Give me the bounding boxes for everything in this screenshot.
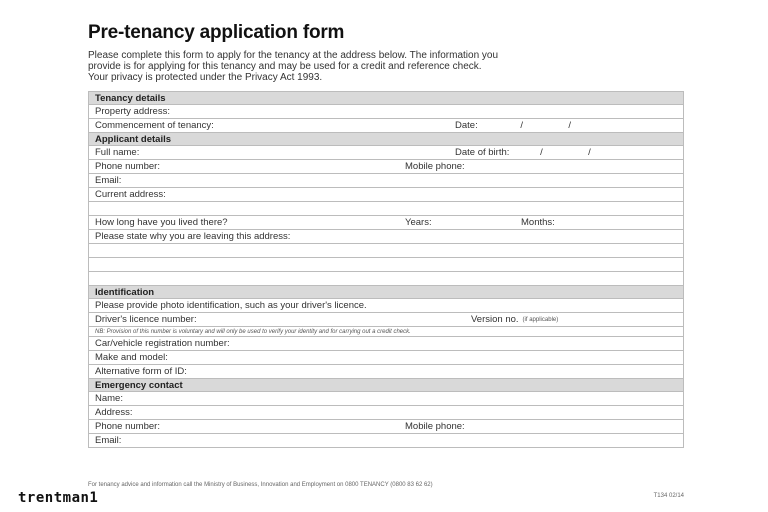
version-label: Version no. <box>471 314 519 325</box>
section-title: Applicant details <box>89 133 684 146</box>
if-applicable-label: (if applicable) <box>522 316 559 323</box>
id-instruction: Please provide photo identification, such as your driver's licence. <box>89 299 684 313</box>
intro-text <box>88 50 684 83</box>
current-address-row[interactable] <box>89 188 684 202</box>
registration-field[interactable]: Car/vehicle registration number: <box>89 337 684 351</box>
section-title: Identification <box>89 286 684 299</box>
emergency-phone-label: Phone number: <box>95 421 160 432</box>
watermark: trentman1 <box>18 490 99 506</box>
emergency-phone-row[interactable] <box>89 420 684 434</box>
mobile-label: Mobile phone: <box>405 161 465 172</box>
page-title: Pre-tenancy application form <box>88 22 345 43</box>
section-header-emergency <box>89 379 684 392</box>
full-name-label: Full name: <box>95 147 140 158</box>
emergency-email-field[interactable]: Email: <box>89 434 684 448</box>
emergency-mobile-label: Mobile phone: <box>405 421 465 432</box>
current-address-field[interactable]: Current address: <box>89 188 684 202</box>
licence-note: NB: Provision of this number is voluntary and will only be used to verify your identity and for carrying out a credit check. <box>89 327 684 337</box>
registration-row[interactable] <box>89 337 684 351</box>
licence-row[interactable] <box>89 313 684 327</box>
emergency-email-row[interactable] <box>89 434 684 448</box>
form-code: T134 02/14 <box>653 493 684 499</box>
commencement-label: Commencement of tenancy: <box>95 120 214 131</box>
emergency-address-field[interactable]: Address: <box>89 406 684 420</box>
footer-text: For tenancy advice and information call the Ministry of Business, Innovation and Employment on 0800 TENANCY (0800 83 62 62) <box>88 482 433 488</box>
blank-row[interactable] <box>89 202 684 216</box>
licence-label: Driver's licence number: <box>95 314 197 325</box>
commencement-date-label: Date: <box>455 120 478 131</box>
emergency-name-row[interactable] <box>89 392 684 406</box>
alternative-id-row[interactable] <box>89 365 684 379</box>
section-title: Tenancy details <box>89 92 684 105</box>
phone-label: Phone number: <box>95 161 160 172</box>
blank-row[interactable] <box>89 244 684 258</box>
months-label: Months: <box>521 217 555 228</box>
date-slash: / <box>568 120 572 131</box>
intro-line: Please complete this form to apply for the tenancy at the address below. The information you <box>88 50 499 61</box>
page-footer <box>88 482 684 499</box>
property-address-field[interactable]: Property address: <box>89 105 684 119</box>
application-table <box>88 91 684 448</box>
dob-label: Date of birth: <box>455 147 510 158</box>
date-slash: / <box>588 147 591 158</box>
blank-row[interactable] <box>89 272 684 286</box>
blank-row[interactable] <box>89 258 684 272</box>
make-model-field[interactable]: Make and model: <box>89 351 684 365</box>
emergency-name-field[interactable]: Name: <box>89 392 684 406</box>
section-title: Emergency contact <box>89 379 684 392</box>
property-address-row[interactable] <box>89 105 684 119</box>
section-header-tenancy <box>89 92 684 105</box>
intro-line: provide is for applying for this tenancy and may be used for a credit and reference check. <box>88 61 482 72</box>
form-page <box>88 22 684 448</box>
intro-line: Your privacy is protected under the Privacy Act 1993. <box>88 72 323 83</box>
date-slash: / <box>540 147 543 158</box>
make-model-row[interactable] <box>89 351 684 365</box>
commencement-row[interactable] <box>89 119 684 133</box>
date-slash: / <box>520 120 524 131</box>
email-field[interactable]: Email: <box>89 174 684 188</box>
emergency-address-row[interactable] <box>89 406 684 420</box>
section-header-identification <box>89 286 684 299</box>
id-instruction-row <box>89 299 684 313</box>
years-label: Years: <box>405 217 432 228</box>
how-long-row[interactable] <box>89 216 684 230</box>
licence-note-row <box>89 327 684 337</box>
section-header-applicant <box>89 133 684 146</box>
leaving-field[interactable]: Please state why you are leaving this address: <box>89 230 684 244</box>
full-name-row[interactable] <box>89 146 684 160</box>
email-row[interactable] <box>89 174 684 188</box>
how-long-label: How long have you lived there? <box>95 217 228 228</box>
phone-row[interactable] <box>89 160 684 174</box>
alternative-id-field[interactable]: Alternative form of ID: <box>89 365 684 379</box>
leaving-row[interactable] <box>89 230 684 244</box>
